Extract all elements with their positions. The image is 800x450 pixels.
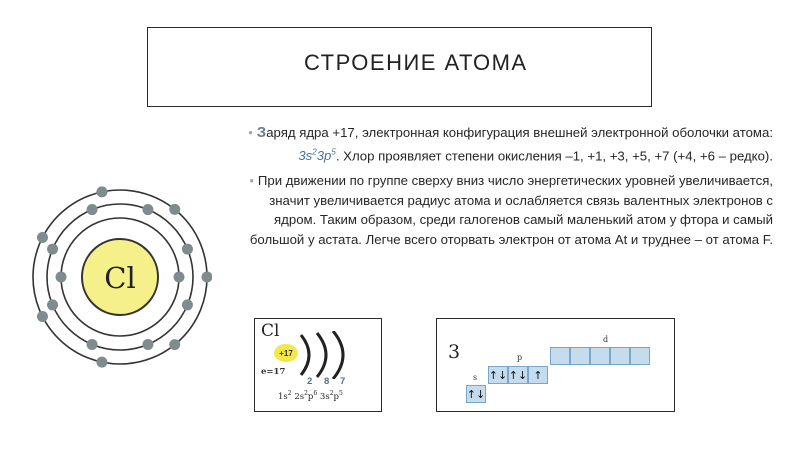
d-orbital-cell bbox=[630, 347, 650, 365]
electron-shell-1 bbox=[174, 272, 185, 283]
bullet-1-text-b: . Хлор проявляет степени окисления –1, +1, +3, +5, +7 (+4, +6 – редко). bbox=[335, 147, 773, 163]
p-sublevel-label: p bbox=[517, 353, 523, 362]
electron-shell-2 bbox=[47, 244, 58, 255]
electron-count: e=17 bbox=[261, 367, 286, 377]
config-sup: 5 bbox=[338, 390, 343, 397]
p-orbital-cell: ↑ bbox=[528, 366, 548, 384]
d-orbital-cell bbox=[570, 347, 590, 365]
electron-shell-2 bbox=[87, 204, 98, 215]
bullet-1-text-a: аряд ядра +17, электронная конфигурация внешней электронной оболочки атома: bbox=[266, 125, 773, 140]
bullet-marker-icon: • bbox=[248, 125, 253, 140]
electron-shell-2 bbox=[87, 339, 98, 350]
config-3s-sup: 2 bbox=[312, 147, 317, 157]
electron-config bbox=[278, 390, 343, 402]
config-3s: 3s bbox=[298, 147, 313, 163]
shell-count-1: 2 bbox=[307, 376, 313, 387]
bullet-1 bbox=[238, 123, 773, 165]
s-orbital-cell: ↑↓ bbox=[466, 385, 486, 403]
s-sublevel-label: s bbox=[473, 373, 478, 382]
config-3p-sup: 5 bbox=[331, 147, 336, 157]
config-sup: 6 bbox=[313, 390, 318, 397]
bullet-list bbox=[238, 123, 773, 249]
bullet-marker-icon: • bbox=[249, 173, 254, 189]
config-term: p bbox=[333, 391, 339, 402]
energy-level-number: 3 bbox=[448, 341, 461, 363]
config-term: p bbox=[307, 391, 314, 402]
outer-shell-config bbox=[298, 148, 336, 163]
electron-shell-2 bbox=[47, 299, 58, 310]
d-orbital-cell bbox=[590, 347, 610, 365]
d-orbital-cell bbox=[550, 347, 570, 365]
bohr-atom-diagram bbox=[28, 185, 212, 369]
bullet-2 bbox=[238, 171, 773, 249]
electron-shell-1 bbox=[56, 272, 67, 283]
electron-shell-3 bbox=[202, 272, 213, 283]
config-3p: 3p bbox=[316, 147, 332, 163]
cl-panel-symbol: Cl bbox=[261, 321, 280, 341]
config-sup: 2 bbox=[329, 390, 334, 397]
p-orbital-cell: ↑↓ bbox=[508, 366, 528, 384]
shell-arc-2 bbox=[317, 333, 326, 377]
title-box bbox=[147, 27, 652, 107]
electron-shell-3 bbox=[37, 311, 48, 322]
electron-shell-3 bbox=[96, 186, 107, 197]
cl-shell-panel bbox=[254, 318, 382, 412]
orbital-diagram-panel bbox=[436, 318, 675, 412]
electron-shell-2 bbox=[142, 204, 153, 215]
electron-shell-3 bbox=[37, 232, 48, 243]
d-orbital-cell bbox=[610, 347, 630, 365]
bullet-1-initial: З bbox=[256, 124, 267, 141]
bullet-2-text: При движении по группе сверху вниз число энергетических уровней увеличивается, значит увеличивается радиус атома и ослабляется связь валентных электронов с ядром. Таким образом, среди галогенов самый маленький атом у фтора и самый большой у астата. Легче всего оторвать электрон от атома At и труднее – от атома F. bbox=[249, 173, 773, 247]
config-term: 1s bbox=[278, 391, 288, 402]
electron-shell-3 bbox=[169, 204, 180, 215]
config-term: 2s bbox=[294, 391, 305, 402]
electron-shell-3 bbox=[96, 357, 107, 368]
shell-count-2: 8 bbox=[324, 376, 330, 387]
electron-shell-3 bbox=[169, 339, 180, 350]
shell-arc-1 bbox=[301, 335, 309, 375]
electron-shell-2 bbox=[182, 299, 193, 310]
config-term: 3s bbox=[319, 391, 330, 402]
config-sup: 2 bbox=[304, 390, 308, 397]
electron-shell-2 bbox=[142, 339, 153, 350]
electron-shell-2 bbox=[182, 244, 193, 255]
nucleus-charge-badge: +17 bbox=[274, 344, 298, 362]
shell-count-3: 7 bbox=[340, 376, 346, 387]
shell-arc-3 bbox=[333, 331, 343, 379]
slide-title: СТРОЕНИЕ АТОМА bbox=[304, 50, 528, 75]
d-sublevel-label: d bbox=[603, 335, 609, 344]
p-orbital-cell: ↑↓ bbox=[488, 366, 508, 384]
shell-arcs bbox=[295, 331, 355, 379]
config-sup: 2 bbox=[287, 390, 292, 397]
atom-symbol: Cl bbox=[104, 261, 136, 295]
